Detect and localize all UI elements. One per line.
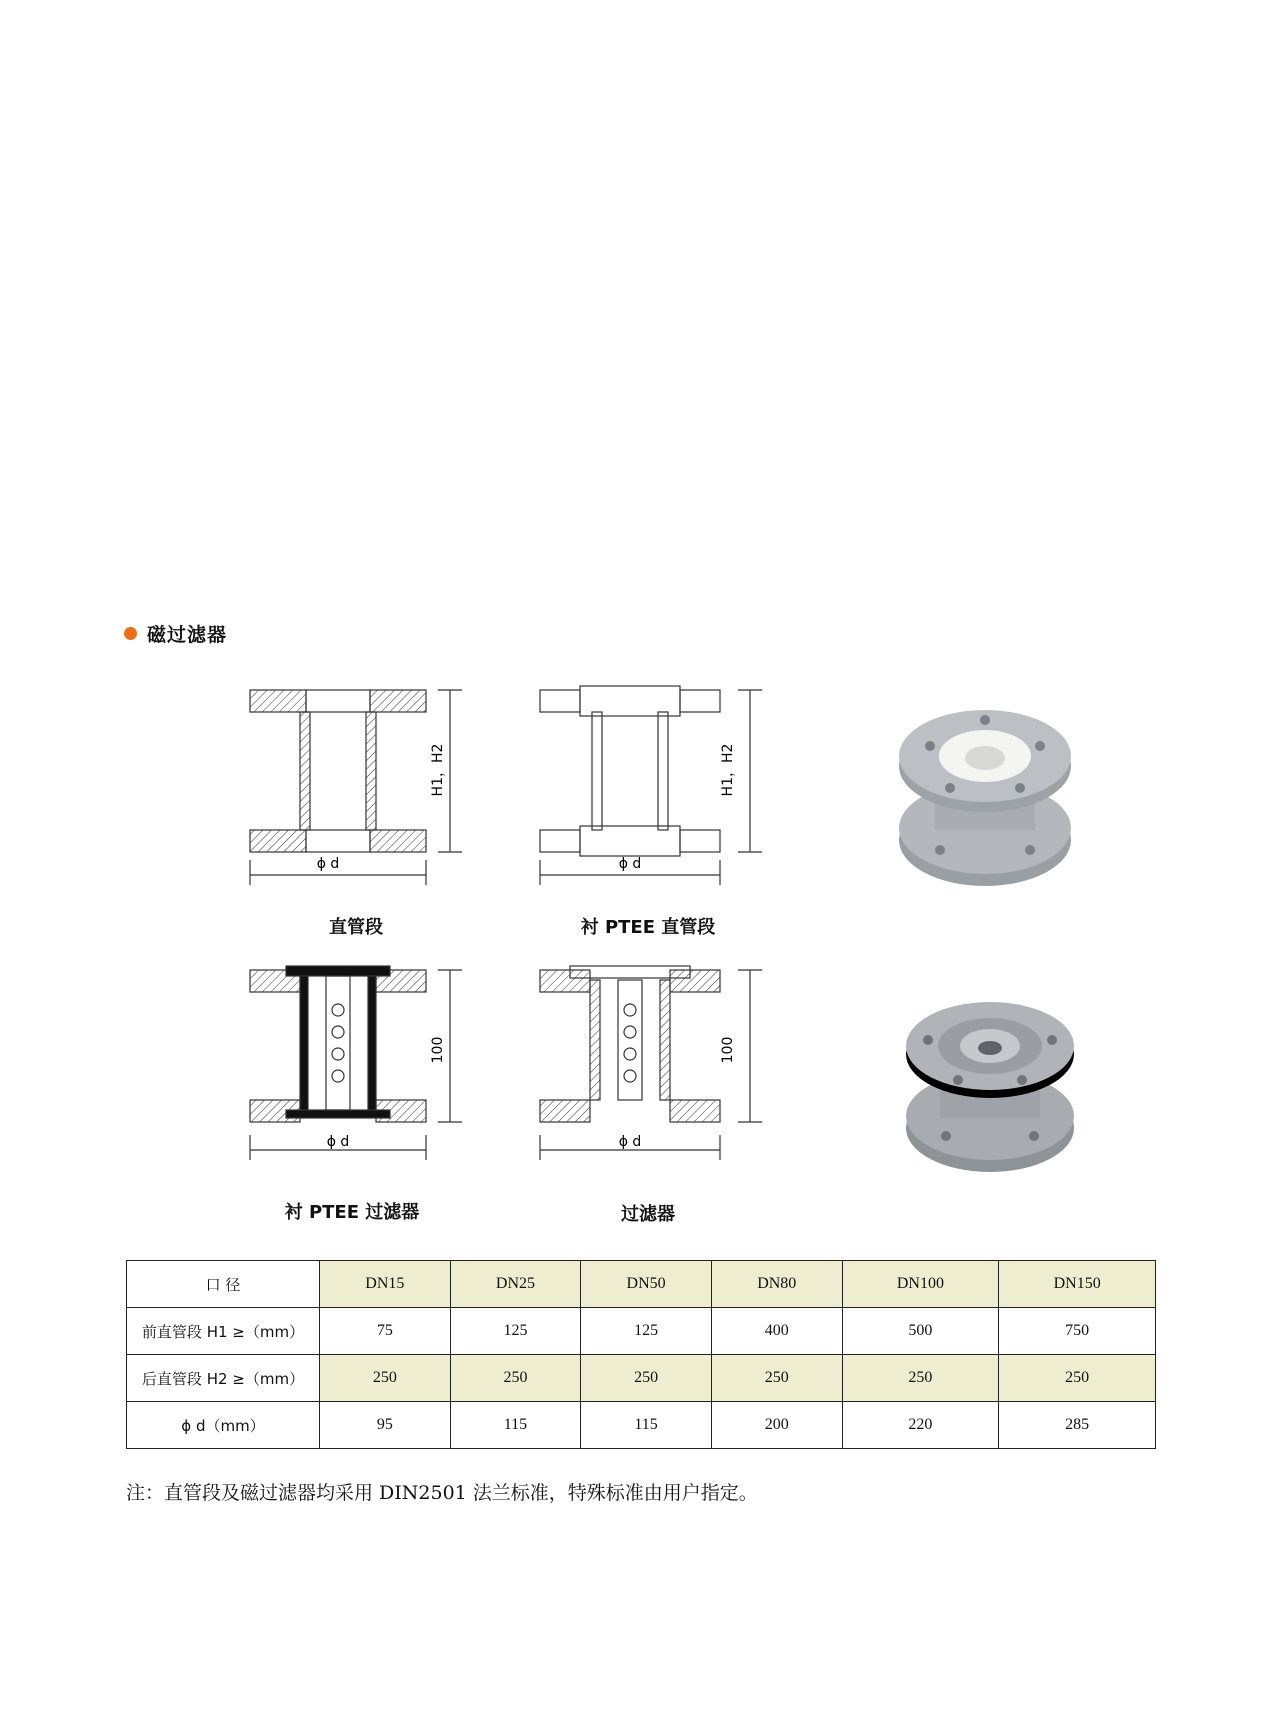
caption-straight-pipe: 直管段 xyxy=(329,917,383,938)
table-cell: 250 xyxy=(450,1355,581,1402)
section-title xyxy=(124,620,227,647)
dim-width-straight: ϕ d xyxy=(316,856,340,872)
dim-width-lined-filter: ϕ d xyxy=(326,1134,350,1150)
caption-filter: 过滤器 xyxy=(621,1204,675,1225)
table-header-row xyxy=(127,1261,1156,1308)
size-cell: DN80 xyxy=(711,1261,842,1308)
row-label: 前直管段 H1 ≥（mm） xyxy=(127,1308,320,1355)
size-cell: DN25 xyxy=(450,1261,581,1308)
row-label: 后直管段 H2 ≥（mm） xyxy=(127,1355,320,1402)
caption-lined-straight-pipe: 衬 PTEE 直管段 xyxy=(580,917,716,938)
table-cell: 115 xyxy=(581,1402,712,1449)
table-cell: 400 xyxy=(711,1308,842,1355)
size-cell: DN50 xyxy=(581,1261,712,1308)
table-row xyxy=(127,1355,1156,1402)
dim-width-filter: ϕ d xyxy=(618,1134,642,1150)
section-title-text: 磁过滤器 xyxy=(147,624,228,646)
technical-drawings xyxy=(220,670,780,1230)
row-label: ϕ d（mm） xyxy=(127,1402,320,1449)
table-cell: 95 xyxy=(320,1402,451,1449)
table-cell: 75 xyxy=(320,1308,451,1355)
table-cell: 250 xyxy=(711,1355,842,1402)
bullet-icon xyxy=(124,627,137,640)
table-cell: 125 xyxy=(581,1308,712,1355)
dim-height-filter: 100 xyxy=(720,1036,736,1064)
table-cell: 200 xyxy=(711,1402,842,1449)
table-cell: 115 xyxy=(450,1402,581,1449)
product-photo-straight-pipe xyxy=(890,710,1080,890)
table-cell: 500 xyxy=(842,1308,999,1355)
spec-table xyxy=(126,1260,1156,1449)
table-cell: 250 xyxy=(581,1355,712,1402)
table-cell: 750 xyxy=(999,1308,1156,1355)
table-cell: 220 xyxy=(842,1402,999,1449)
size-cell: DN100 xyxy=(842,1261,999,1308)
size-cell: DN15 xyxy=(320,1261,451,1308)
table-cell: 285 xyxy=(999,1402,1156,1449)
dim-height-lined-filter: 100 xyxy=(430,1036,446,1064)
dim-width-lined-straight: ϕ d xyxy=(618,856,642,872)
dim-height-lined-straight: H1，H2 xyxy=(720,743,736,797)
table-row xyxy=(127,1308,1156,1355)
size-cell: DN150 xyxy=(999,1261,1156,1308)
table-cell: 250 xyxy=(999,1355,1156,1402)
dim-height-straight: H1，H2 xyxy=(430,743,446,797)
table-row xyxy=(127,1402,1156,1449)
table-cell: 250 xyxy=(320,1355,451,1402)
table-cell: 125 xyxy=(450,1308,581,1355)
footnote: 注：直管段及磁过滤器均采用 DIN2501 法兰标准，特殊标准由用户指定。 xyxy=(126,1482,758,1504)
table-cell: 250 xyxy=(842,1355,999,1402)
header-label: 口 径 xyxy=(127,1261,320,1308)
caption-lined-filter: 衬 PTEE 过滤器 xyxy=(284,1202,420,1223)
product-photo-filter xyxy=(898,1000,1082,1176)
